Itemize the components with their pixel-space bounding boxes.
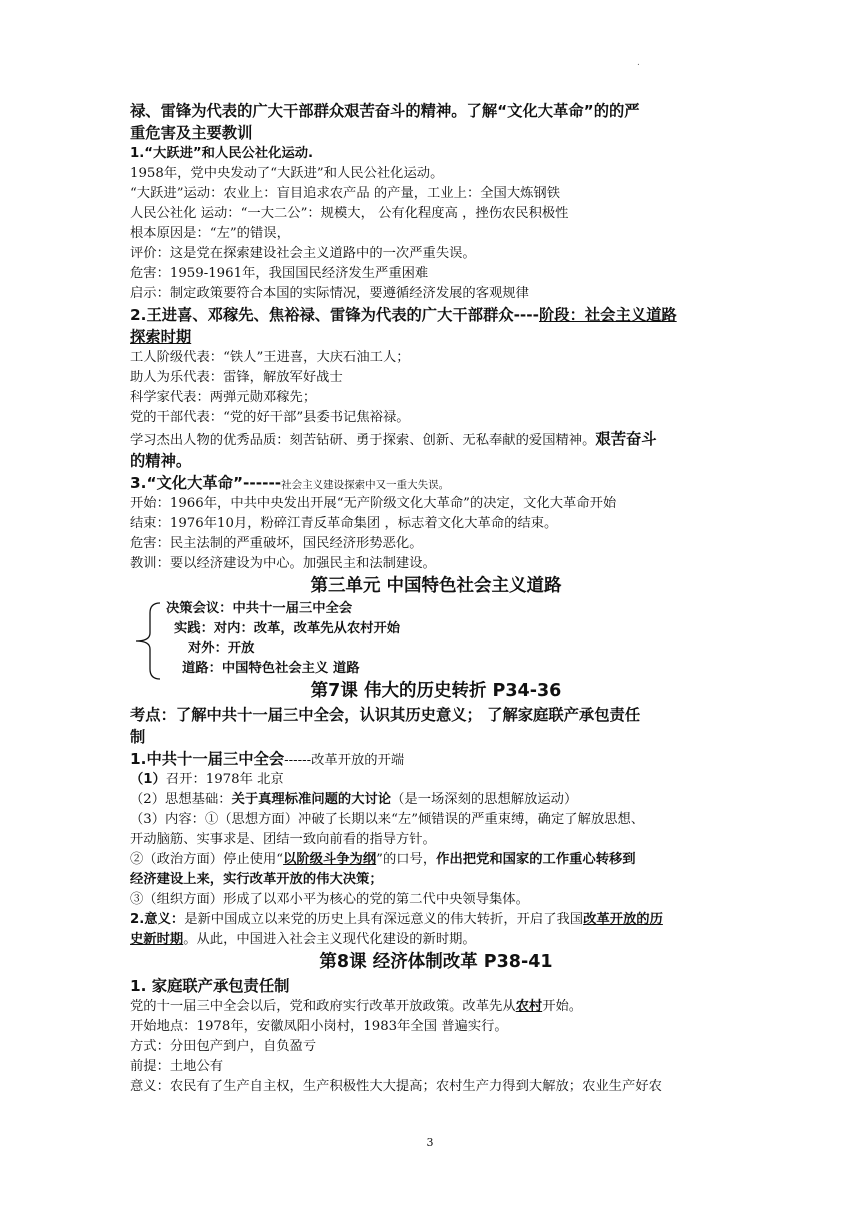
unit-heading: 第三单元 中国特色社会主义道路 [310, 576, 562, 596]
text-line: 开动脑筋、实事求是、团结一致向前看的指导方针。 [130, 832, 436, 847]
text-line: 结束：1976年10月，粉碎江青反革命集团 ，标志着文化大革命的结束。 [130, 516, 558, 531]
heading-continued-2: 重危害及主要教训 [130, 124, 253, 142]
section-title: 1.中共十一届三中全会 [130, 750, 285, 768]
text-line-bold: 的精神。 [130, 452, 192, 470]
text-line: 评价：这是党在探索建设社会主义道路中的一次严重失误。 [130, 246, 476, 261]
bold-span: （1） [130, 772, 166, 787]
text-line: 1958年，党中央发动了“大跃进”和人民公社化运动。 [130, 166, 444, 181]
text-span: 开始。 [542, 999, 583, 1014]
text-line: 教训：要以经济建设为中心。加强民主和法制建设。 [130, 556, 436, 571]
section-great-leap: 1.“大跃进”和人民公社化运动. [130, 146, 314, 161]
exam-point: 考点：了解中共十一届三中全会，认识其历史意义； 了解家庭联产承包责任 [130, 706, 641, 724]
text-line: 危害：1959-1961年，我国国民经济发生严重困难 [130, 266, 429, 281]
bold-underline-span: 史新时期 [130, 932, 184, 947]
lesson-8-heading: 第8课 经济体制改革 P38-41 [319, 952, 553, 972]
text-line: 工人阶级代表：“铁人”王进喜，大庆石油工人； [130, 350, 410, 365]
section-third-plenum [130, 748, 742, 770]
section-note: 社会主义建设探索中又一重大失误。 [281, 479, 450, 491]
section-title: 2.王进喜、邓稼先、焦裕禄、雷锋为代表的广大干部群众---- [130, 306, 539, 324]
brace-icon [130, 601, 164, 681]
bold-span: 关于真理标准问题的大讨论 [231, 792, 392, 807]
section-title: 3.“文化大革命”------ [130, 474, 282, 492]
lesson-7-heading: 第7课 伟大的历史转折 P34-36 [310, 681, 562, 701]
text-line: 人民公社化 运动：“一大二公”：规模大， 公有化程度高 ，挫伤农民积极性 [130, 206, 569, 221]
exam-point-cont: 制 [130, 728, 146, 746]
text-line: 党的干部代表：“党的好干部”县委书记焦裕禄。 [130, 410, 410, 425]
bold-underline-span: 以阶级斗争为纲 [283, 852, 377, 867]
corner-mark: . [637, 58, 640, 68]
text-span: （2）思想基础： [130, 792, 232, 807]
text-line: 启示：制定政策要符合本国的实际情况，要遵循经济发展的客观规律 [130, 286, 529, 301]
section-note: ------改革开放的开端 [284, 753, 405, 768]
page-number: 3 [426, 1136, 434, 1149]
text-line: 前提：土地公有 [130, 1059, 224, 1074]
text-span: ”的口号， [376, 852, 437, 867]
text-span: （是一场深刻的思想解放运动） [391, 792, 578, 807]
text-line [130, 790, 742, 810]
heading-continued: 禄、雷锋为代表的广大干部群众艰苦奋斗的精神。了解“文化大革命”的的严 [130, 102, 640, 120]
text-line [130, 997, 742, 1017]
brace-summary [130, 599, 742, 679]
text-line: （3）内容：①（思想方面）冲破了长期以来“左”倾错误的严重束缚，确定了解放思想、 [130, 812, 645, 827]
section-household-contract: 1. 家庭联产承包责任制 [130, 977, 290, 995]
text-line: 意义：农民有了生产自主权，生产积极性大大提高；农村生产力得到大解放；农业生产好农 [130, 1079, 662, 1094]
text-line [130, 428, 742, 450]
text-span: 学习杰出人物的优秀品质：刻苦钻研、勇于探索、创新、无私奉献的爱国精神。 [130, 433, 596, 448]
brace-item-meeting: 决策会议：中共十一届三中全会 [166, 601, 353, 616]
bold-span: 作出把党和国家的工作重心转移到 [436, 852, 636, 867]
text-line-bold: 经济建设上来，实行改革开放的伟大决策； [130, 872, 383, 887]
text-span: 党的十一届三中全会以后，党和政府实行改革开放政策。改革先从 [130, 999, 516, 1014]
text-line [130, 770, 742, 790]
brace-item-opening: 对外：开放 [188, 641, 255, 656]
bold-underline-span: 改革开放的历 [583, 912, 663, 927]
text-line: 助人为乐代表：雷锋，解放军好战士 [130, 370, 343, 385]
section-role-models [130, 304, 742, 326]
text-span: 是新中国成立以来党的历史上具有深远意义的伟大转折，开启了我国 [184, 912, 584, 927]
bold-underline-span: 农村 [515, 999, 543, 1014]
text-line [130, 930, 742, 950]
section-cultural-revolution [130, 472, 742, 494]
brace-item-practice: 实践：对内：改革，改革先从农村开始 [174, 621, 401, 636]
text-line: 方式：分田包产到户，自负盈亏 [130, 1039, 317, 1054]
bold-span: 2.意义： [130, 912, 185, 927]
text-span: ②（政治方面）停止使用“ [130, 852, 284, 867]
period-label-cont: 探索时期 [130, 328, 192, 346]
period-label: 阶段：社会主义道路 [538, 306, 677, 324]
text-line [130, 850, 742, 870]
text-line: 科学家代表：两弹元勋邓稼先； [130, 390, 317, 405]
bold-span: 艰苦奋斗 [595, 430, 657, 448]
page-content [130, 100, 742, 1097]
text-line [130, 910, 742, 930]
text-line: 开始地点：1978年，安徽凤阳小岗村，1983年全国 普遍实行。 [130, 1019, 508, 1034]
text-line: 危害：民主法制的严重破坏，国民经济形势恶化。 [130, 536, 423, 551]
text-line: 开始：1966年，中共中央发出开展“无产阶级文化大革命”的决定，文化大革命开始 [130, 496, 617, 511]
text-span: 召开：1978年 北京 [165, 772, 284, 787]
text-line: “大跃进”运动：农业上：盲目追求农产品 的产量，工业上：全国大炼钢铁 [130, 186, 561, 201]
text-line: 根本原因是：“左”的错误， [130, 226, 290, 241]
text-line: ③（组织方面）形成了以邓小平为核心的党的第二代中央领导集体。 [130, 892, 529, 907]
text-span: 。从此，中国进入社会主义现代化建设的新时期。 [183, 932, 476, 947]
brace-item-road: 道路：中国特色社会主义 道路 [182, 661, 360, 676]
